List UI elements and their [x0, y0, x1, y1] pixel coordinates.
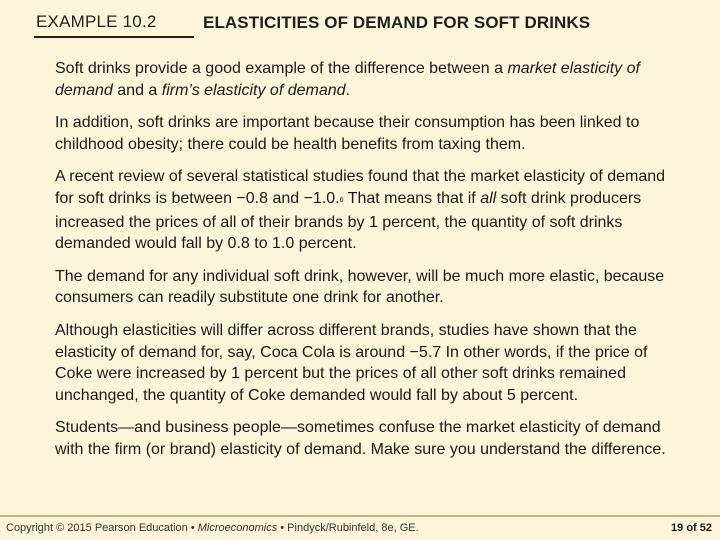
paragraph-3-italic-all: all — [480, 189, 497, 207]
paragraph-3-text-a: A recent review of several statistical studies found that the market elasticity of demand for soft drinks is between −0.8 and −1.0. — [55, 168, 666, 207]
paragraph-4: The demand for any individual soft drink, however, will be much more elastic, because consumers can readily substitute one drink for another. — [55, 267, 665, 307]
paragraph-1-text-a: Soft drinks provide a good example of the difference between a — [55, 60, 508, 77]
paragraph-1 — [55, 58, 680, 101]
example-label-underline — [34, 36, 194, 38]
paragraph-5: Although elasticities will differ across different brands, studies have shown that the elasticity of demand for, say, Coca Cola is around −5.7 In other words, if the price of Coke were increased by 1 percent but the prices of all other soft drinks remained unchanged, the quantity of Coke demanded would fall by about 5 percent. — [55, 321, 648, 404]
page-number: 19 of 52 — [671, 522, 712, 534]
footer-copyright — [6, 522, 419, 534]
paragraph-1-italic-firm: firm’s elasticity of demand — [161, 81, 346, 99]
footer-authors: • Pindyck/Rubinfeld, 8e, GE. — [277, 522, 419, 534]
slide-body — [55, 58, 680, 472]
footer-divider — [0, 515, 720, 517]
footer-book-title: Microeconomics — [197, 522, 278, 534]
slide-header — [0, 0, 720, 48]
footer-copyright-text: Copyright © 2015 Pearson Education • — [6, 522, 198, 534]
example-label: EXAMPLE 10.2 — [36, 12, 157, 31]
paragraph-6: Students—and business people—sometimes confuse the market elasticity of demand with the firm (or brand) elasticity of demand. Make sure you understand the difference. — [55, 419, 666, 458]
slide-footer — [0, 515, 720, 540]
paragraph-3 — [55, 166, 680, 254]
paragraph-3-text-b: That means that if — [343, 189, 481, 207]
paragraph-3-text-d: soft drink producers increased the prices of all of their brands by 1 percent, the quantity of soft drinks demanded would fall by 0.8 to 1.0 percent. — [55, 189, 642, 253]
paragraph-1-text-c: and a — [112, 81, 162, 99]
footnote-marker: 6 — [339, 196, 344, 204]
paragraph-1-italic-market: market elasticity of demand — [55, 60, 640, 99]
paragraph-1-text-e: . — [345, 81, 350, 99]
example-title: ELASTICITIES OF DEMAND FOR SOFT DRINKS — [203, 13, 591, 32]
paragraph-2: In addition, soft drinks are important because their consumption has been linked to childhood obesity; there could be health benefits from taxing them. — [55, 114, 640, 153]
